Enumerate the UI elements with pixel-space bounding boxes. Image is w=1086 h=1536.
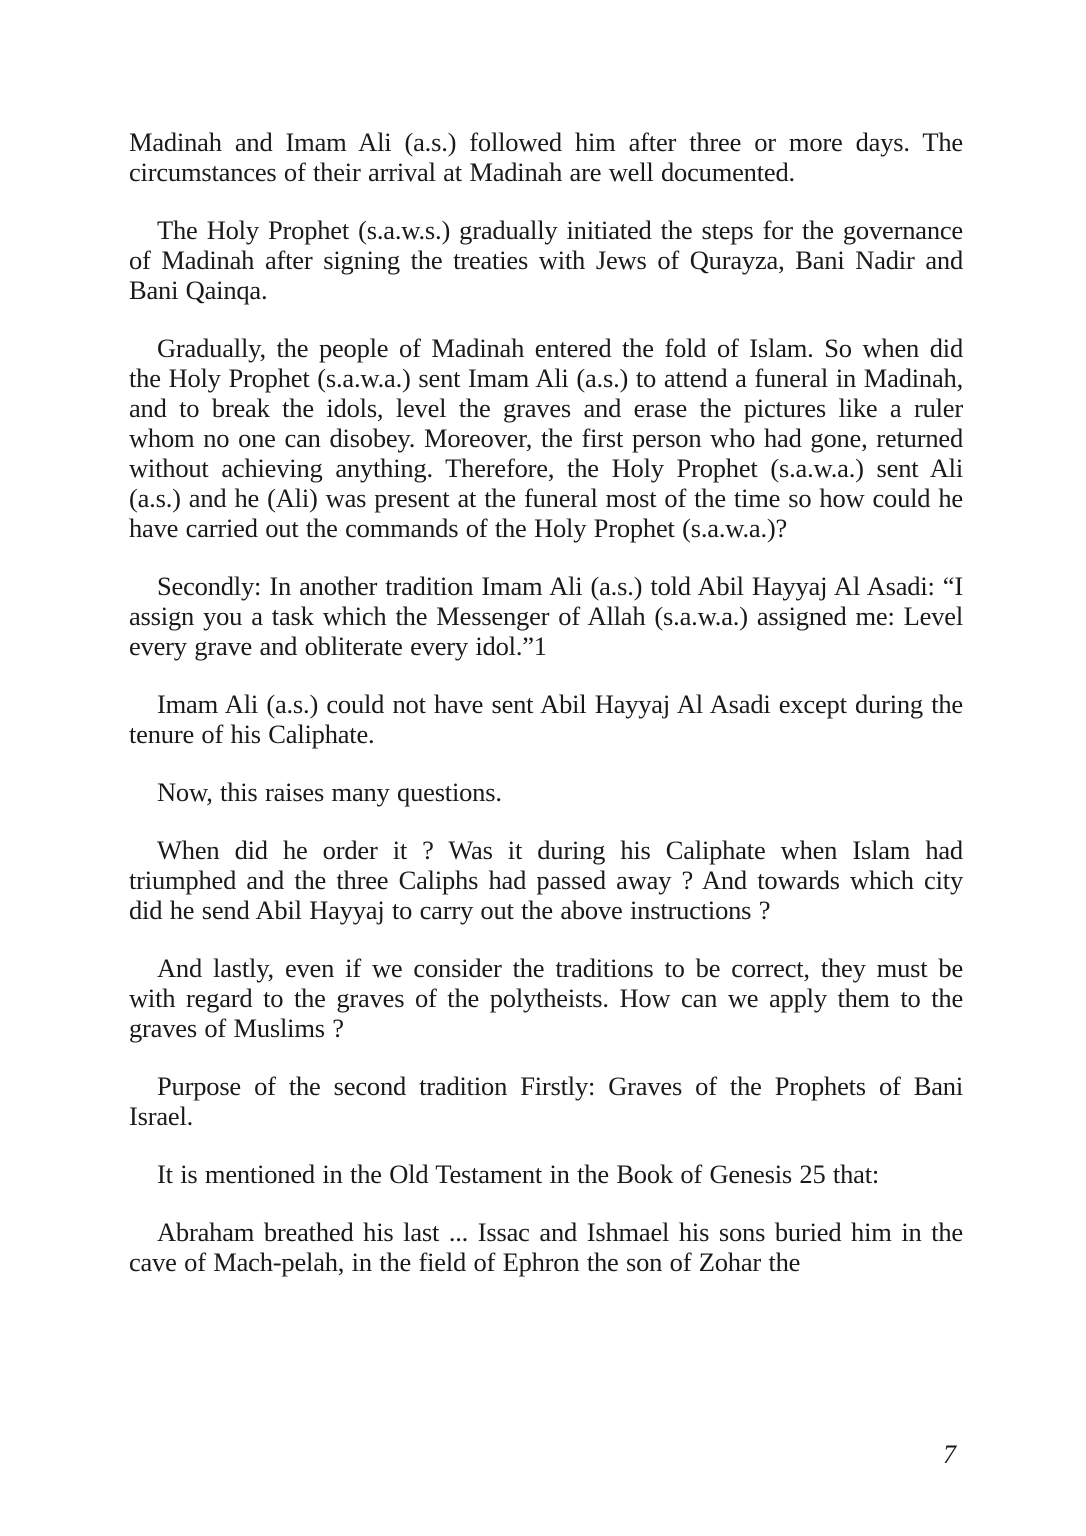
paragraph: Secondly: In another tradition Imam Ali (a.s.) told Abil Hayyaj Al Asadi: “I assign you a task which the Messenger of Allah (s.a.w.a.) assigned me: Level every grave and obliterate every idol.”1	[129, 571, 963, 661]
paragraph: Imam Ali (a.s.) could not have sent Abil Hayyaj Al Asadi except during the tenure of his Caliphate.	[129, 689, 963, 749]
paragraph: And lastly, even if we consider the traditions to be correct, they must be with regard to the graves of the polytheists. How can we apply them to the graves of Muslims ?	[129, 953, 963, 1043]
paragraph: Abraham breathed his last ... Issac and Ishmael his sons buried him in the cave of Mach-pelah, in the field of Ephron the son of Zohar the	[129, 1217, 963, 1277]
paragraph: When did he order it ? Was it during his Caliphate when Islam had triumphed and the three Caliphs had passed away ? And towards which city did he send Abil Hayyaj to carry out the above instructions ?	[129, 835, 963, 925]
page-body-text	[129, 127, 963, 1305]
paragraph: It is mentioned in the Old Testament in the Book of Genesis 25 that:	[157, 1159, 880, 1189]
paragraph: Gradually, the people of Madinah entered the fold of Islam. So when did the Holy Prophet (s.a.w.a.) sent Imam Ali (a.s.) to attend a funeral in Madinah, and to break the idols, level the graves and erase the pictures like a ruler whom no one can disobey. Moreover, the first person who had gone, returned without achieving anything. Therefore, the Holy Prophet (s.a.w.a.) sent Ali (a.s.) and he (Ali) was present at the funeral most of the time so how could he have carried out the commands of the Holy Prophet (s.a.w.a.)?	[129, 333, 963, 543]
paragraph-continuation: Madinah and Imam Ali (a.s.) followed him after three or more days. The circumstances of their arrival at Madinah are well documented.	[129, 127, 963, 187]
paragraph: Now, this raises many questions.	[157, 777, 502, 807]
paragraph: The Holy Prophet (s.a.w.s.) gradually initiated the steps for the governance of Madinah after signing the treaties with Jews of Qurayza, Bani Nadir and Bani Qainqa.	[129, 215, 963, 305]
paragraph: Purpose of the second tradition Firstly: Graves of the Prophets of Bani Israel.	[129, 1071, 963, 1131]
page-number: 7	[943, 1440, 956, 1469]
